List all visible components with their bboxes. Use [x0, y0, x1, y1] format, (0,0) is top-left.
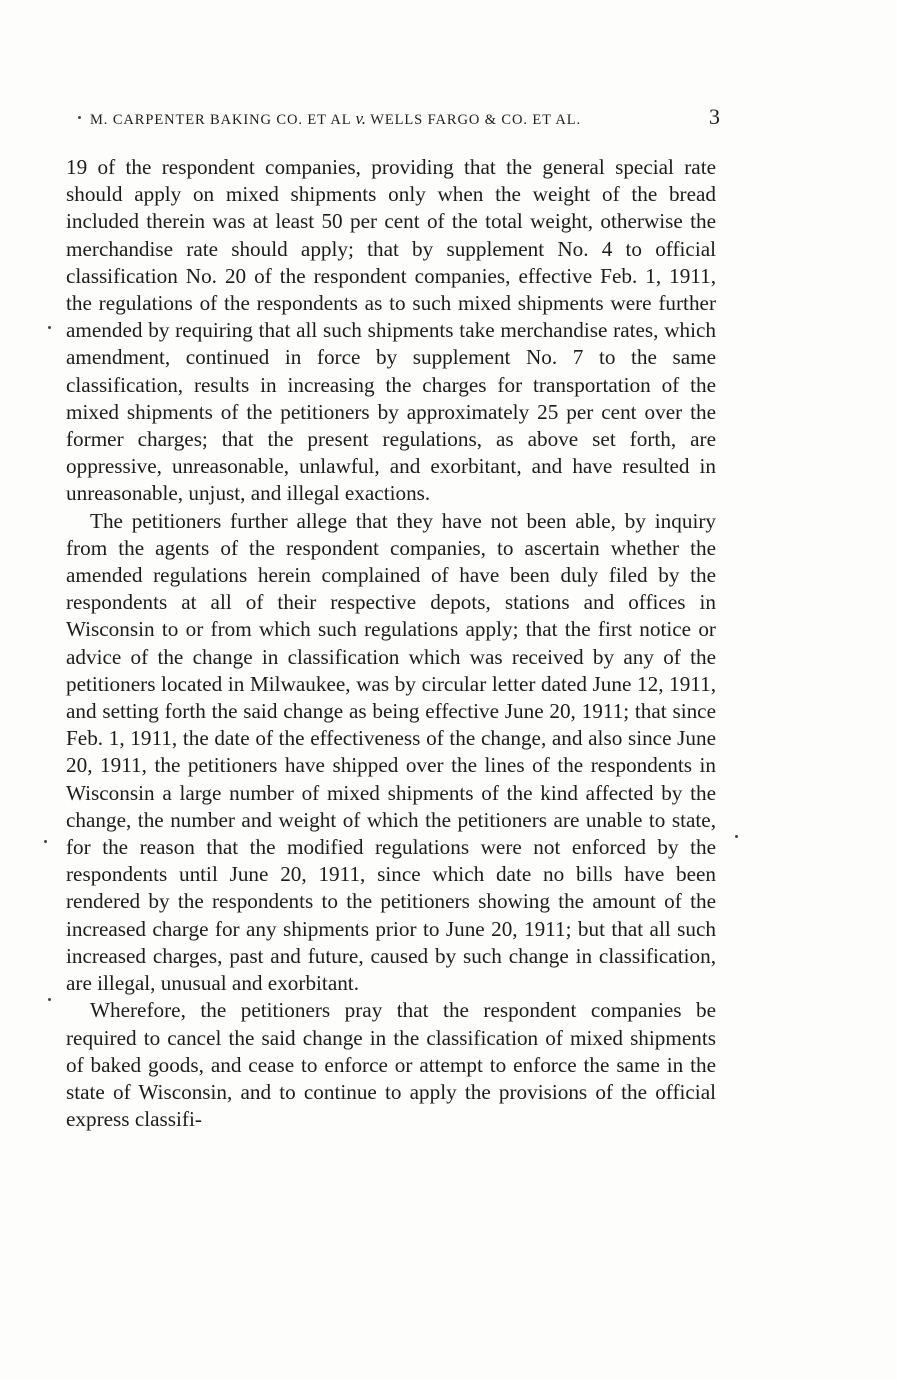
header-title-prefix: M. CARPENTER BAKING CO. ET AL [90, 112, 351, 128]
header-title [90, 109, 581, 129]
header-title-suffix: WELLS FARGO & CO. ET AL. [370, 112, 582, 128]
body-text [66, 154, 716, 1133]
paragraph-wherefore: Wherefore, the petitioners pray that the respondent companies be required to cancel the said change in the classification of mixed shipments of baked goods, and cease to enforce or attempt to enforce the same in the state of Wisconsin, and to continue to apply the provisions of the official express classifi- [66, 998, 716, 1132]
scan-speck [48, 998, 51, 1001]
scan-speck [735, 835, 738, 838]
scan-speck [44, 840, 47, 843]
paragraph-petitioners-allege: The petitioners further allege that they have not been able, by inquiry from the agents of the respondent companies, to ascertain whether the amended regulations herein complained of have been duly filed by the respondents at all of their respective depots, stations and offices in Wisconsin to or from which such regulations apply; that the first notice or advice of the change in classification which was received by any of the petitioners located in Milwaukee, was by circular letter dated June 12, 1911, and setting forth the said change as being effective June 20, 1911; that since Feb. 1, 1911, the date of the effectiveness of the change, and also since June 20, 1911, the petitioners have shipped over the lines of the respondents in Wisconsin a large number of mixed shipments of the kind affected by the change, the number and weight of which the petitioners are unable to state, for the reason that the modified regulations were not enforced by the respondents until June 20, 1911, since which date no bills have been rendered by the respondents to the petitioners showing the amount of the increased charge for any shipments prior to June 20, 1911; but that all such increased charges, past and future, caused by such change in classification, are illegal, unusual and exorbitant. [66, 508, 716, 996]
scan-speck [78, 116, 81, 119]
paragraph-continued: 19 of the respondent companies, providing that the general special rate should apply on mixed shipments only when the weight of the bread included therein was at least 50 per cent of the total weight, otherwise the merchandise rate should apply; that by supplement No. 4 to official classification No. 20 of the respondent companies, effective Feb. 1, 1911, the regulations of the respondents as to such mixed shipments were further amended by requiring that all such shipments take merchandise rates, which amendment, continued in force by supplement No. 7 to the same classification, results in increasing the charges for transportation of the mixed shipments of the petitioners by approximately 25 per cent over the former charges; that the present regulations, as above set forth, are oppressive, unreasonable, unlawful, and exorbitant, and have resulted in unreasonable, unjust, and illegal exactions. [66, 155, 716, 506]
running-header [60, 104, 720, 132]
page-number: 3 [709, 104, 720, 129]
scan-speck [48, 326, 51, 329]
header-title-versus: v. [355, 109, 367, 128]
